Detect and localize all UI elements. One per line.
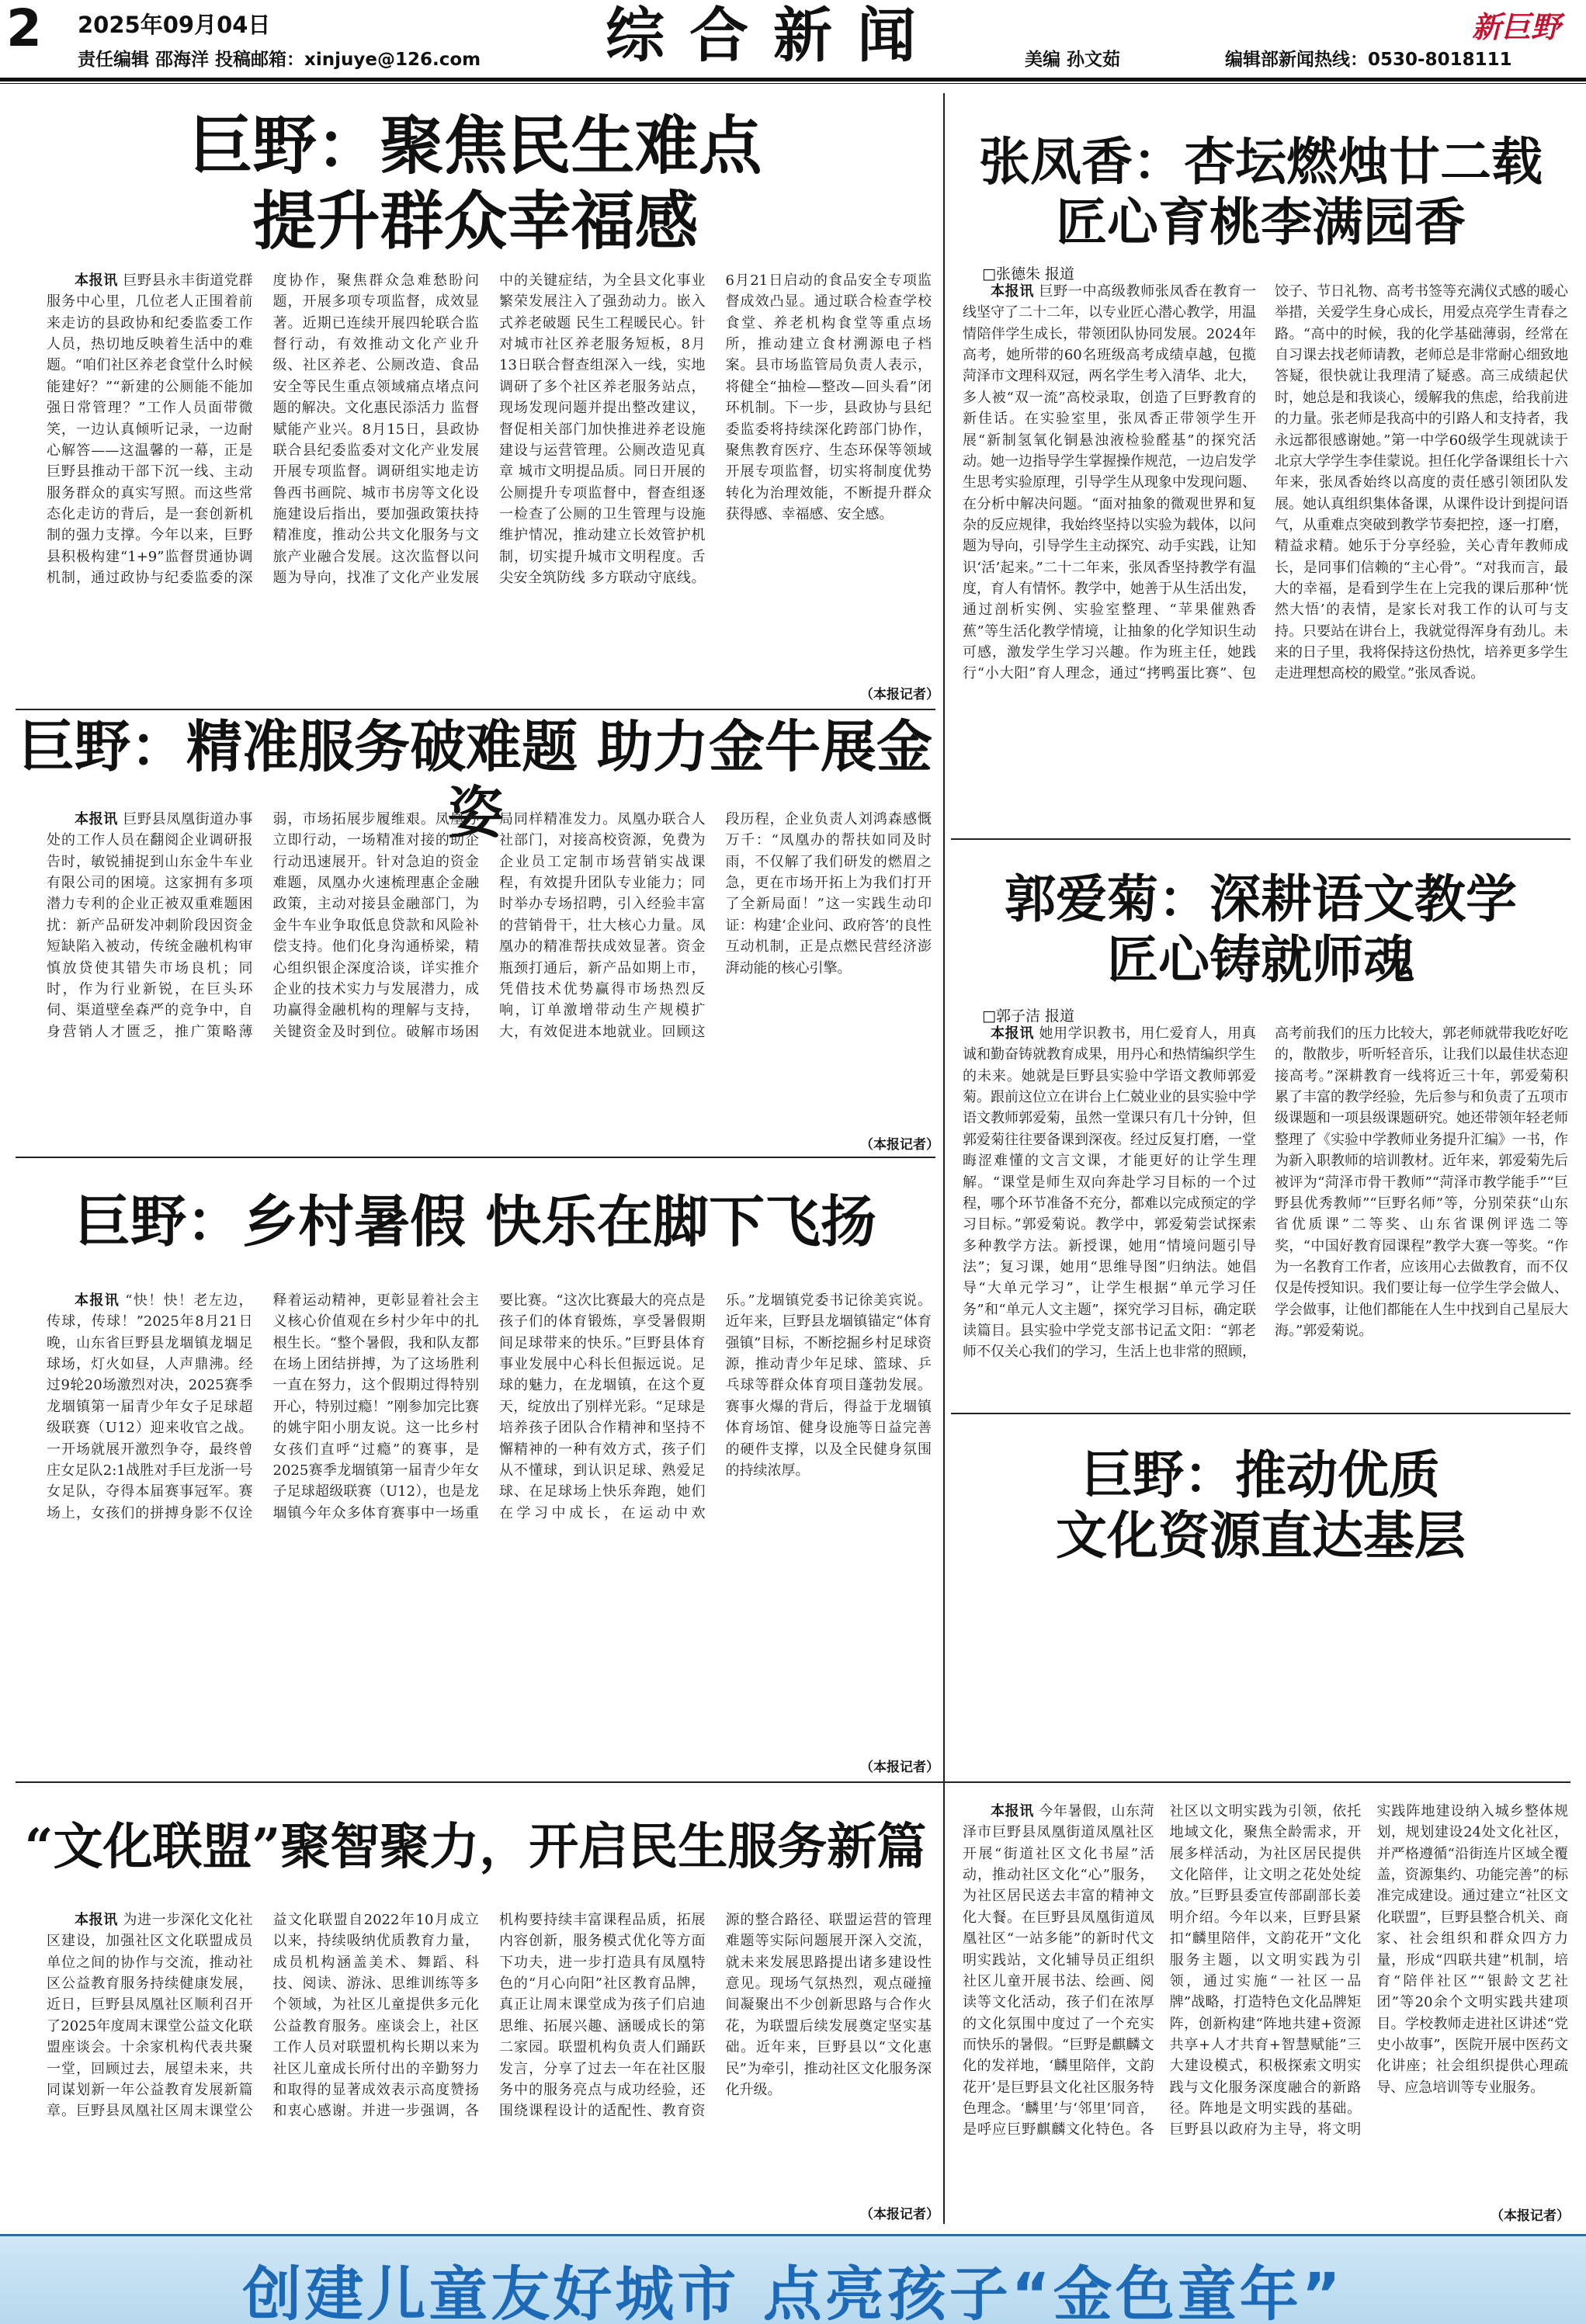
news-hotline: 编辑部新闻热线：0530-8018111 <box>1225 50 1512 70</box>
divider-a1-a3 <box>16 709 935 710</box>
newspaper-logo: 新巨野 <box>1472 9 1561 44</box>
headline-article-6: 巨野：推动优质 文化资源直达基层 <box>1056 1445 1466 1566</box>
header-rule-thin <box>0 83 1586 84</box>
article-5-body <box>47 1290 932 1754</box>
article-2-text: 巨野一中高级教师张凤香在教育一线坚守了二十二年，以专业匠心潜心教学，用温情陪伴学生成长，带领团队协同发展。2024年高考，她所带的60名班级高考成绩卓越，包揽菏泽市文理科双冠，两名学生考入清华、北大，多人被“双一流”高校录取，创造了巨野教育的新佳话。在实验室里，张凤香正带领学生开展“新制氢氧化铜悬浊液检验醛基”的探究活动。她一边指导学生掌握操作规范，一边启发学生思考实验原理，引导学生从现象中发现问题、在分析中解决问题。“面对抽象的微观世界和复杂的反应规律，我始终坚持以实验为载体，以问题为导向，引导学生主动探究、动手实践，让知识‘活’起来。”二十二年来，张凤香坚持教学有温度，育人有情怀。教学中，她善于从生活出发，通过剖析实例、实验室整理、“苹果催熟香蕉”等生活化教学情境，让抽象的化学知识生动可感，激发学生学习兴趣。作为班主任，她践行“小大阳”育人理念，通过“拷鸭蛋比赛”、包饺子、节日礼物、高考书签等充满仪式感的暖心举措，关爱学生身心成长，用爱点亮学生青春之路。“高中的时候，我的化学基础薄弱，经常在自习课去找老师请教，老师总是非常耐心细致地答疑，很快就让我理清了疑惑。高三成绩起伏时，她总是和我谈心，缓解我的焦虑，给我前进的力量。张老师是我高中的引路人和支持者，我永远都很感谢她。”第一中学60级学生现就读于北京大学学生李佳蒙说。担任化学备课组长十六年来，张凤香始终以高度的责任感引领团队发展。她认真组织集体备课，从课件设计到提问语气，从重难点突破到教学节奏把控，逐一打磨，精益求精。她乐于分享经验，关心青年教师成长，是同事们信赖的“主心骨”。“对我而言，最大的幸福，是看到学生在上完我的课后那种‘恍然大悟’的表情，是家长对我工作的认可与支持。只要站在讲台上，我就觉得浑身有劲儿。未来的日子里，我将保持这份热忱，培养更多学生走进理想高校的殿堂。”张凤香说。 <box>963 283 1568 682</box>
article-4-lead: 本报讯 <box>991 1025 1035 1042</box>
article-7-text: 为进一步深化文化社区建设，加强社区文化联盟成员单位之间的协作与交流，推动社区公益教育服务持续健康发展，近日，巨野县凤凰社区顺利召开了2025年度周末课堂公益文化联盟座谈会。十余家机构代表共聚一堂，回顾过去，展望未来，共同谋划新一年公益教育发展新篇章。巨野县凤凰社区周末课堂公益文化联盟自2022年10月成立以来，持续吸纳优质教育力量，成员机构涵盖美术、舞蹈、科技、阅读、游泳、思维训练等多个领域，为社区儿童提供多元化公益教育服务。座谈会上，社区工作人员对联盟机构长期以来为社区儿童成长所付出的辛勤努力和取得的显著成效表示高度赞扬和衷心感谢。并进一步强调，各机构要持续丰富课程品质，拓展内容创新，服务模式优化等方面下功夫，进一步打造具有凤凰特色的“月心向阳”社区教育品牌，真正让周末课堂成为孩子们启迪思维、拓展兴趣、涵暖成长的第二家园。联盟机构负责人们踊跃发言，分享了过去一年在社区服务中的服务亮点与成功经验，还围绕课程设计的适配性、教育资源的整合路径、联盟运营的管理难题等实际问题展开深入交流，就未来发展思路提出诸多建设性意见。现场气氛热烈，观点碰撞间凝聚出不少创新思路与合作火花，为联盟后续发展奠定坚实基础。近年来，巨野县以“文化惠民”为牵引，推动社区文化服务深化升级。 <box>47 1912 932 2120</box>
article-6-lead: 本报讯 <box>991 1803 1034 1819</box>
divider-a3-a5 <box>16 1157 935 1158</box>
article-1-credit: （本报记者） <box>860 687 939 702</box>
banner-slogan: 创建儿童友好城市 点亮孩子“金色童年” <box>242 2260 1344 2324</box>
article-4-byline: □郭子洁 报道 <box>982 1008 1074 1025</box>
article-6-credit: （本报记者） <box>1491 2208 1570 2224</box>
issue-date: 2025年09月04日 <box>78 12 271 38</box>
page-number: 2 <box>6 0 42 58</box>
article-3-credit: （本报记者） <box>860 1137 939 1153</box>
article-7-body <box>47 1909 932 2201</box>
headline-article-3: 巨野：精准服务破难题 助力金牛展金姿 <box>18 713 933 845</box>
headline-article-7: “文化联盟”聚智聚力，开启民生服务新篇 <box>24 1818 927 1876</box>
article-3-text: 巨野县凤凰街道办事处的工作人员在翻阅企业调研报告时，敏锐捕捉到山东金牛车业有限公司的困境。这家拥有多项潜力专利的企业正被双重难题困扰：新产品研发冲刺阶段因资金短缺陷入被动，传统金融机构审慎放贷使其错失市场良机；同时，作为行业新锐，在巨头环伺、渠道壁垒森严的竞争中，自身营销人才匮乏，推广策略薄弱，市场拓展步履维艰。凤凰办立即行动，一场精准对接的助企行动迅速展开。针对急迫的资金难题，凤凰办火速梳理惠企金融政策，主动对接县金融部门，为金牛车业争取低息贷款和风险补偿支持。他们化身沟通桥梁，精心组织银企深度洽谈，详实推介企业的技术实力与发展潜力，成功赢得金融机构的理解与支持，关键资金及时到位。破解市场困局同样精准发力。凤凰办联合人社部门，对接高校资源，免费为企业员工定制市场营销实战课程，有效提升团队专业能力；同时举办专场招聘，引入经验丰富的营销骨干，壮大核心力量。凤凰办的精准帮扶成效显著。资金瓶颈打通后，新产品如期上市，凭借技术优势赢得市场热烈反响，订单激增带动生产规模扩大，有效促进本地就业。回顾这段历程，企业负责人刘鸿森感慨万千：“凤凰办的帮扶如同及时雨，不仅解了我们研发的燃眉之急，更在市场开拓上为我们打开了全新局面！”这一实践生动印证：构建‘企业问、政府答’的良性互动机制，正是点燃民营经济澎湃动能的核心引擎。 <box>47 811 932 1040</box>
article-1-body <box>47 270 932 680</box>
header-rule <box>0 78 1586 82</box>
bottom-banner <box>0 2234 1586 2324</box>
designer-info: 美编 孙文茹 <box>1025 50 1121 70</box>
article-5-credit: （本报记者） <box>860 1760 939 1775</box>
editor-info: 责任编辑 邵海洋 投稿邮箱：xinjuye@126.com <box>78 50 481 70</box>
article-5-lead: 本报讯 <box>75 1292 120 1309</box>
article-7-credit: （本报记者） <box>860 2207 939 2222</box>
article-2-byline: □张德朱 报道 <box>982 265 1074 283</box>
article-6-text: 今年暑假，山东菏泽市巨野县凤凰街道凤凰社区开展“街道社区文化书屋”活动，推动社区文化“心”服务，为社区居民送去丰富的精神文化大餐。在巨野县凤凰街道凤凰社区“一站多能”的新时代文明实践站，文化辅导员正组织社区儿童开展书法、绘画、阅读等文化活动，孩子们在浓厚的文化氛围中度过了一个充实而快乐的暑假。“巨野是麒麟文化的发祥地，‘麟里陪伴，文韵花开’是巨野县文化社区服务特色理念。‘麟里’与‘邻里’同音，是呼应巨野麒麟文化特色。各社区以文明实践为引领，依托地域文化，聚焦全龄需求，开展多样活动，为社区居民提供文化陪伴，让文明之花处处绽放。”巨野县委宣传部副部长姜明介绍。今年以来，巨野县紧扣“麟里陪伴，文韵花开”文化服务主题，以文明实践为引领，通过实施“一社区一品牌”战略，打造特色文化品牌矩阵，创新构建“阵地共建+资源共享+人才共育+智慧赋能”三大建设模式，积极探索文明实践与文化服务深度融合的新路径。阵地是文明实践的基础。巨野县以政府为主导，将文明实践阵地建设纳入城乡整体规划，规划建设24处文化社区，并严格遵循“沿街连片区域全覆盖，资源集约、功能完善”的标准完成建设。通过建立“社区文化联盟”，巨野县整合机关、商家、社会组织和群众四方力量，形成“四联共建”机制，培育“陪伴社区”“银龄文艺社团”等20余个文明实践共建项目。学校教师走进社区讲述“党史小故事”，医院开展中医药文化讲座；社会组织提供心理疏导、应急培训等专业服务。 <box>963 1803 1568 2138</box>
article-5-text: “快！快！老左边，传球，传球！”2025年8月21日晚，山东省巨野县龙堌镇龙堌足球场，灯火如昼，人声鼎沸。经过9轮20场激烈对决，2025赛季龙堌镇第一届青少年女子足球超级联赛（U12）迎来收官之战。一开场就展开激烈争夺，最终曾庄女足队2:1战胜对手巨龙浙一号女足队，夺得本届赛事冠军。赛场上，女孩们的拼搏身影不仅诠释着运动精神，更彰显着社会主义核心价值观在乡村少年中的扎根生长。“整个暑假，我和队友都在场上团结拼搏，为了这场胜利一直在努力，这个假期过得特别开心，特别过瘾！”刚参加完比赛的姚宇阳小朋友说。这一比乡村女孩们直呼“过瘾”的赛事，是2025赛季龙堌镇第一届青少年女子足球超级联赛（U12），也是龙堌镇今年众多体育赛事中一场重要比赛。“这次比赛最大的亮点是孩子们的体育锻炼，享受暑假期间足球带来的快乐。”巨野县体育事业发展中心科长但振远说。足球的魅力，在龙堌镇，在这个夏天，绽放出了别样光彩。“足球是培养孩子团队合作精神和坚持不懈精神的一种有效方式，孩子们从不懂球，到认识足球、熟爱足球、在足球场上快乐奔跑，她们在学习中成长，在运动中欢乐。”龙堌镇党委书记徐美宾说。近年来，巨野县龙堌镇锚定“体育强镇”目标，不断挖掘乡村足球资源，推动青少年足球、篮球、乒乓球等群众体育项目蓬勃发展。赛事火爆的背后，得益于龙堌镇体育场馆、健身设施等日益完善的硬件支撑，以及全民健身氛围的持续浓厚。 <box>47 1292 932 1521</box>
article-2-lead: 本报讯 <box>991 283 1035 300</box>
divider-a4-a6 <box>951 1413 1570 1414</box>
divider-a2-a4 <box>951 838 1570 840</box>
article-3-body <box>47 809 932 1133</box>
section-title: 综合新闻 <box>606 1 941 70</box>
headline-article-2: 张凤香：杏坛燃烛廿二载 匠心育桃李满园香 <box>979 131 1543 252</box>
article-1-lead: 本报讯 <box>75 272 118 289</box>
article-3-lead: 本报讯 <box>75 811 118 827</box>
column-divider-main <box>943 93 945 2224</box>
article-1-text: 巨野县永丰街道党群服务中心里，几位老人正围着前来走访的县政协和纪委监委工作人员，热切地反映着生活中的难题。“咱们社区养老食堂什么时候能建好？”“新建的公厕能不能加强日常管理？”工作人员面带微笑，一边认真倾听记录，一边耐心解答——这温馨的一幕，正是巨野县推动干部下沉一线、主动服务群众的真实写照。而这些常态化走访的背后，是一套创新机制的强力支撑。今年以来，巨野县积极构建“1+9”监督贯通协调机制，通过政协与纪委监委的深度协作，聚焦群众急难愁盼问题，开展多项专项监督，成效显著。近期已连续开展四轮联合监督行动，有效推动文化产业升级、社区养老、公厕改造、食品安全等民生重点领域痛点堵点问题的解决。文化惠民添活力 监督赋能产业兴。8月15日，县政协联合县纪委监委对文化产业发展开展专项监督。调研组实地走访鲁西书画院、城市书房等文化设施建设后指出，要加强政策扶持精准度，推动公共文化服务与文旅产业融合发展。这次监督以问题为导向，找准了文化产业发展中的关键症结，为全县文化事业繁荣发展注入了强劲动力。嵌入式养老破题 民生工程暖民心。针对城市社区养老服务短板，8月13日联合督查组深入一线，实地调研了多个社区养老服务站点，现场发现问题并提出整改建议，督促相关部门加快推进养老设施建设与运营管理。公厕改造见真章 城市文明提品质。同日开展的公厕提升专项监督中，督查组逐一检查了公厕的卫生管理与设施维护情况，推动建立长效管护机制，切实提升城市文明程度。舌尖安全筑防线 多方联动守底线。6月21日启动的食品安全专项监督成效凸显。通过联合检查学校食堂、养老机构食堂等重点场所，推动建立食材溯源电子档案。县市场监管局负责人表示，将健全“抽检—整改—回头看”闭环机制。下一步，县政协与县纪委监委将持续深化跨部门协作，聚焦教育医疗、生态环保等领域开展专项监督，切实将制度优势转化为治理效能，不断提升群众获得感、幸福感、安全感。 <box>47 272 932 587</box>
headline-article-4: 郭爱菊：深耕语文教学 匠心铸就师魂 <box>1005 869 1517 990</box>
article-4-body <box>963 1023 1568 1403</box>
article-4-text: 她用学识教书，用仁爱育人，用真诚和勤奋铸就教育成果，用丹心和热情编织学生的未来。她就是巨野县实验中学语文教师郭爱菊。跟前这位立在讲台上仁兢业业的县实验中学语文教师郭爱菊，虽然一堂课只有几十分钟，但郭爱菊往往要备课到深夜。经过反复打磨，一堂晦涩难懂的文言文课，才能更好的让学生理解。“课堂是师生双向奔赴学习目标的一个过程，哪个环节准备不充分，都难以完成预定的学习目标。”郭爱菊说。教学中，郭爱菊尝试探索多种教学方法。新授课，她用“情境问题引导法”；复习课，她用“思维导图”归纳法。她倡导“大单元学习”，让学生根据“单元学习任务”和“单元人文主题”，探究学习目标，确定联读篇目。县实验中学党支部书记孟文阳：“郭老师不仅关心我们的学习，生活上也非常的照顾，高考前我们的压力比较大，郭老师就带我吃好吃的，散散步，听听轻音乐，让我们以最佳状态迎接高考。”深耕教育一线将近三十年，郭爱菊积累了丰富的教学经验，先后参与和负责了五项市级课题和一项县级课题研究。她还带领年轻老师整理了《实验中学教师业务提升汇编》一书，作为新入职教师的培训教材。近年来，郭爱菊先后被评为“菏泽市骨干教师”“菏泽市教学能手”“巨野县优秀教师”“巨野名师”等，分别荣获“山东省优质课”二等奖、山东省课例评选二等奖，“中国好教育园课程”教学大赛一等奖。“作为一名教育工作者，应该用心去做教育，而不仅仅是传授知识。我们要让每一位学生学会做人、学会做事，让他们都能在人生中找到自己星辰大海。”郭爱菊说。 <box>963 1025 1568 1361</box>
article-6-body <box>963 1801 1568 2197</box>
headline-article-1: 巨野：聚焦民生难点 提升群众幸福感 <box>189 109 762 258</box>
article-2-body <box>963 281 1568 824</box>
article-7-lead: 本报讯 <box>75 1912 118 1928</box>
divider-a5-a7 <box>16 1781 1570 1783</box>
page-header <box>0 0 1586 78</box>
headline-article-5: 巨野：乡村暑假 快乐在脚下飞扬 <box>74 1188 877 1254</box>
